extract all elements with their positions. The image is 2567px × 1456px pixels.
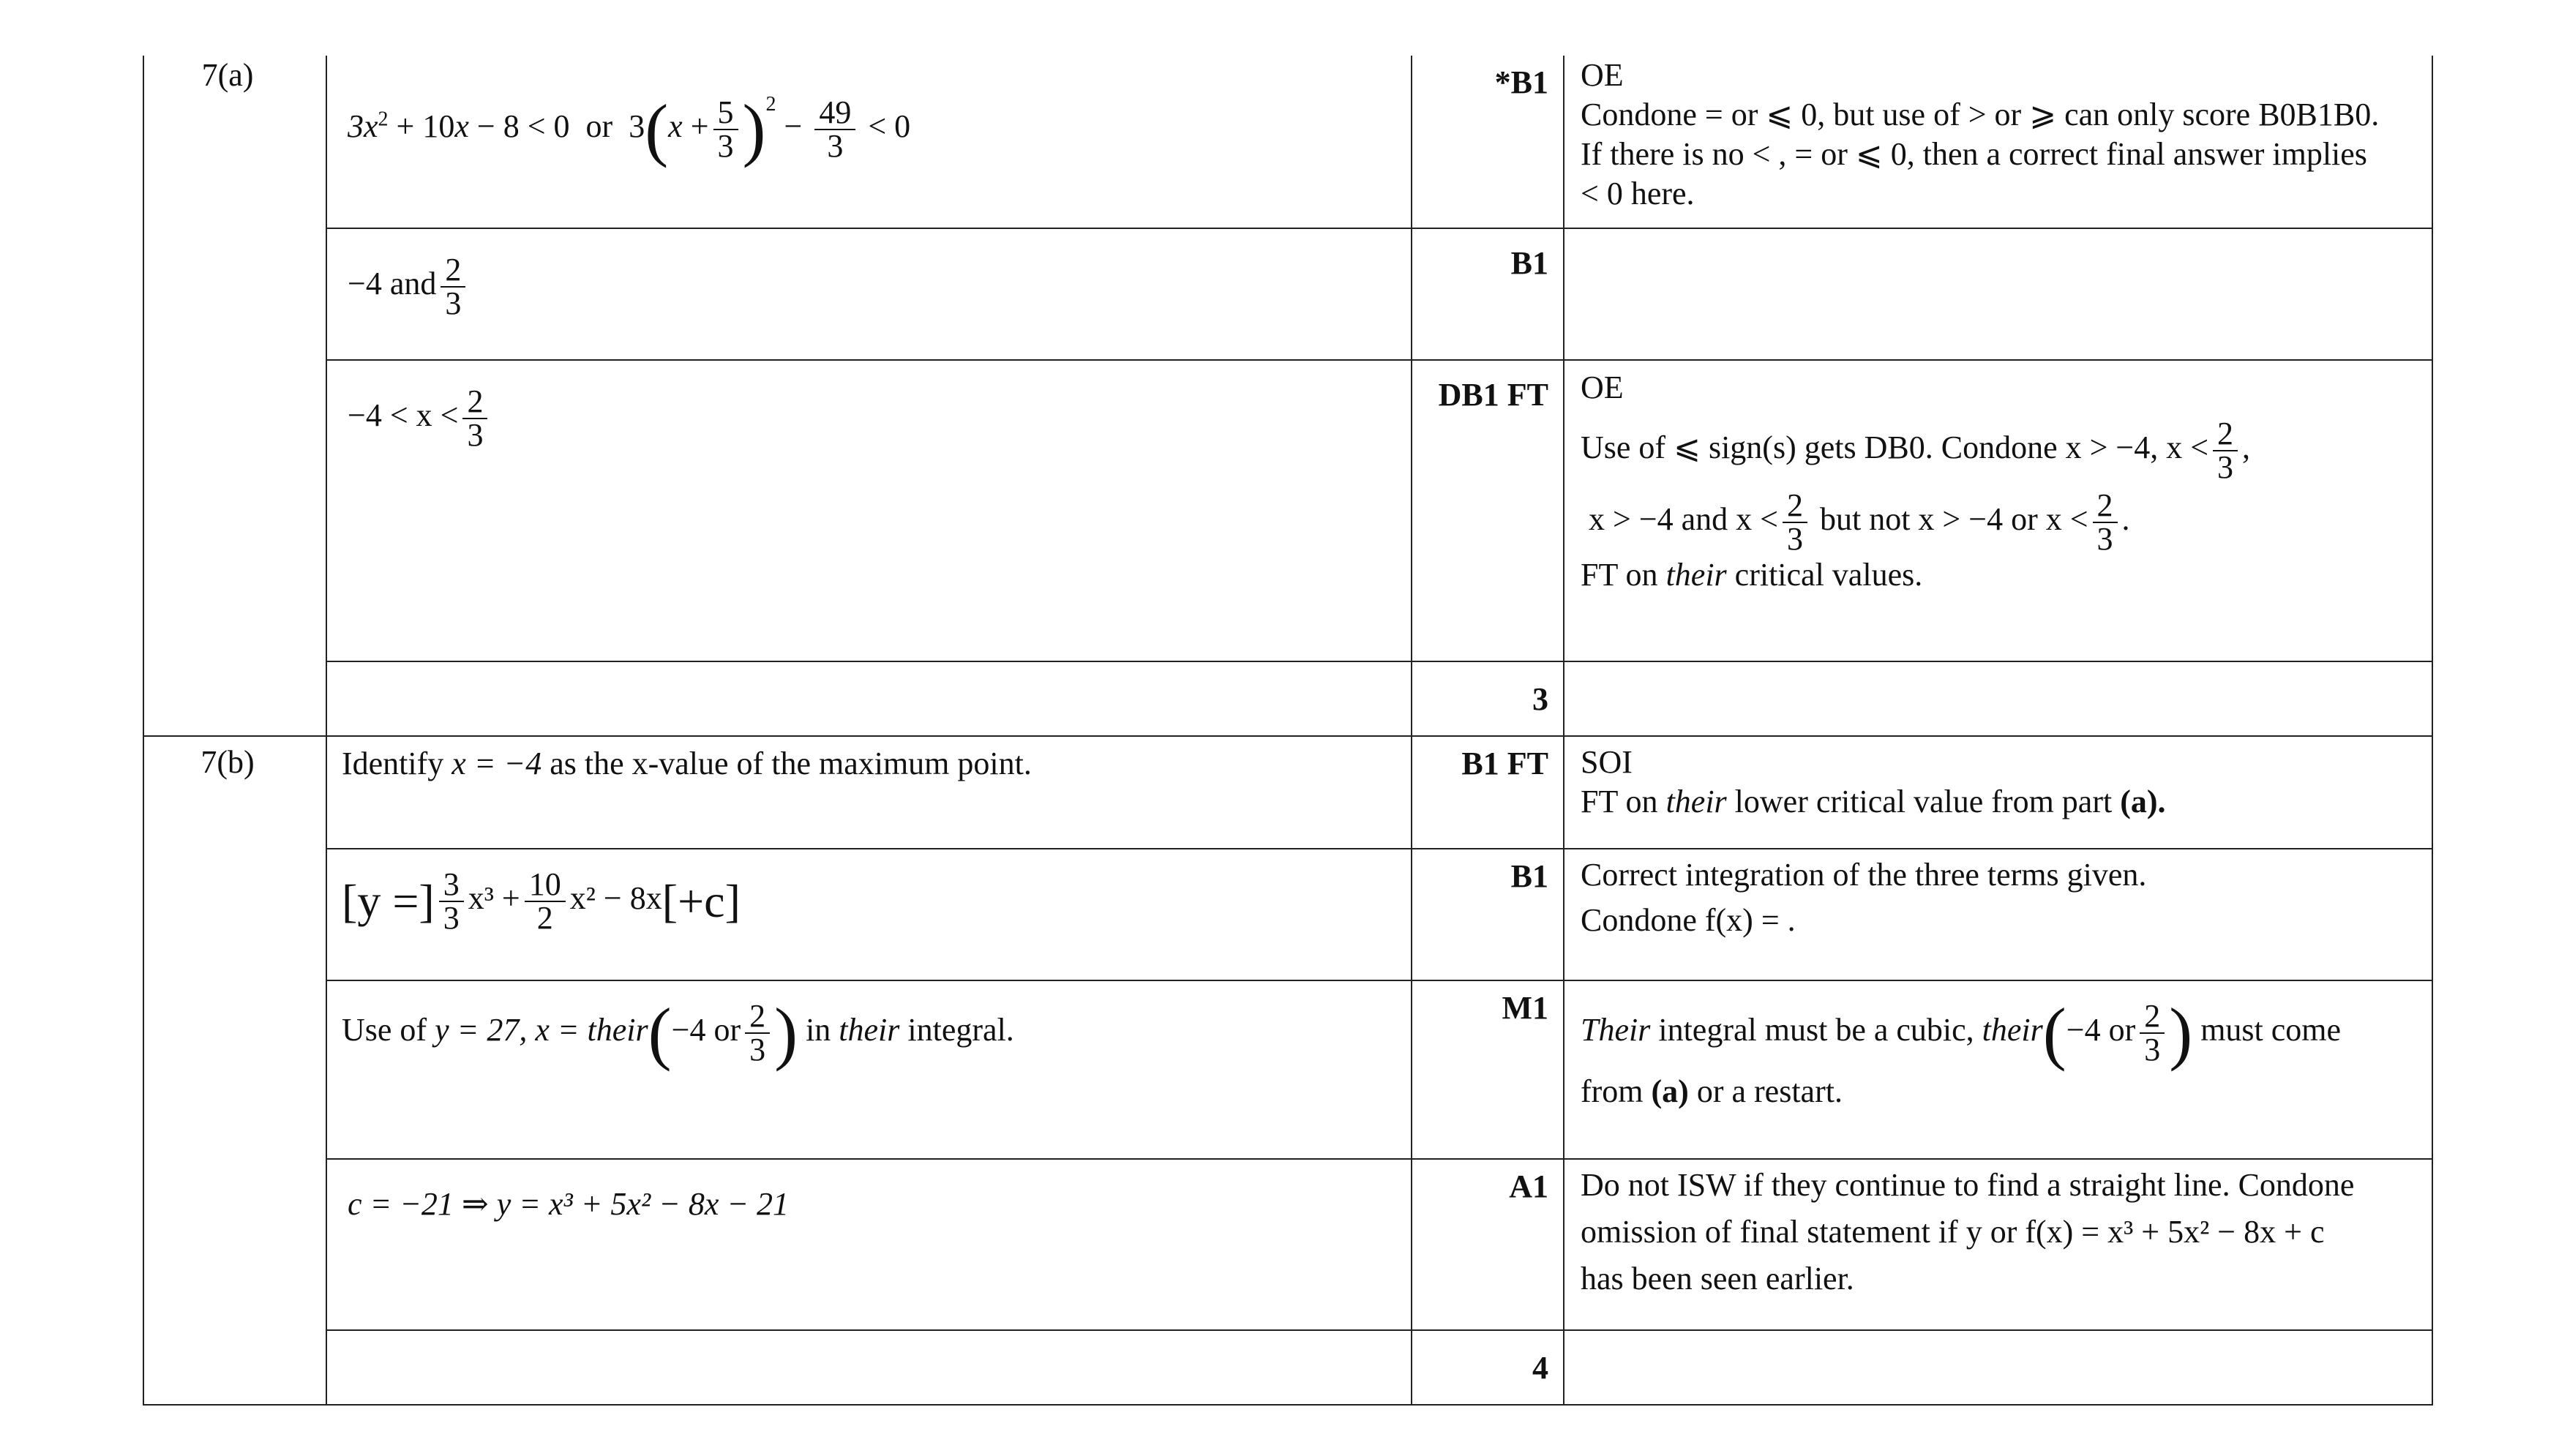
- table-row: [143, 360, 2432, 661]
- table-row: [143, 1330, 2432, 1405]
- guidance-cell: [1564, 1330, 2432, 1405]
- total-mark-cell: 4: [1412, 1330, 1564, 1405]
- answer-cell: [326, 661, 1412, 736]
- guidance-cell: Do not ISW if they continue to find a straight line. Condone omission of final statement if y or f(x) = x³ + 5x² − 8x + c has been seen earlier.: [1564, 1159, 2432, 1330]
- answer-cell: −4 and $\frac{2}{3}$: [326, 228, 1412, 360]
- mark-cell: DB1 FT: [1412, 360, 1564, 661]
- question-label-7b: 7(b): [143, 736, 326, 1405]
- mark-cell: A1: [1412, 1159, 1564, 1330]
- guidance-cell: OE Use of ⩽ sign(s) gets DB0. Condone x > −4, x < $\frac{2}{3}$ , x > −4 and x < $\frac{2}{3}$ but not x > −4 or x < $\frac{2}{3}$ . FT on their critical values.: [1564, 360, 2432, 661]
- mark-cell: B1: [1412, 849, 1564, 980]
- answer-cell: [326, 1330, 1412, 1405]
- table-row: [143, 736, 2432, 849]
- table-row: [143, 661, 2432, 736]
- answer-cell: −4 < x < $\frac{2}{3}$: [326, 360, 1412, 661]
- answer-cell: Use of y = 27, x = their(−4 or $\frac{2}{3}$ ) in their integral.: [326, 980, 1412, 1159]
- guidance-cell: SOI FT on their lower critical value from part (a).: [1564, 736, 2432, 849]
- table-row: [143, 56, 2432, 228]
- answer-cell: c = −21 ⇒ y = x³ + 5x² − 8x − 21: [326, 1159, 1412, 1330]
- answer-cell: Identify x = −4 as the x-value of the maximum point.: [326, 736, 1412, 849]
- guidance-cell: [1564, 228, 2432, 360]
- question-label-7a: 7(a): [143, 56, 326, 736]
- table-row: [143, 228, 2432, 360]
- answer-cell: [y =] $\frac{3}{3}$ x³ + $\frac{10}{2}$ x² − 8x[+c]: [326, 849, 1412, 980]
- mark-scheme-table: [143, 56, 2433, 1406]
- guidance-cell: Correct integration of the three terms given. Condone f(x) = .: [1564, 849, 2432, 980]
- total-mark-cell: 3: [1412, 661, 1564, 736]
- mark-cell: B1: [1412, 228, 1564, 360]
- table-row: [143, 1159, 2432, 1330]
- guidance-cell: OE Condone = or ⩽ 0, but use of > or ⩾ can only score B0B1B0. If there is no < , = or ⩽ 0, then a correct final answer implies < 0 here.: [1564, 56, 2432, 228]
- answer-cell: $3x^2 + 10x - 8 < 0$ or 3(x + $\frac{5}{3}$ )$^2$ − $\frac{49}{3}$ < 0: [326, 56, 1412, 228]
- table-row: [143, 849, 2432, 980]
- guidance-cell: [1564, 661, 2432, 736]
- mark-cell: B1 FT: [1412, 736, 1564, 849]
- mark-cell: *B1: [1412, 56, 1564, 228]
- mark-cell: M1: [1412, 980, 1564, 1159]
- table-row: [143, 980, 2432, 1159]
- guidance-cell: Their integral must be a cubic, their(−4 or $\frac{2}{3}$ ) must come from (a) or a restart.: [1564, 980, 2432, 1159]
